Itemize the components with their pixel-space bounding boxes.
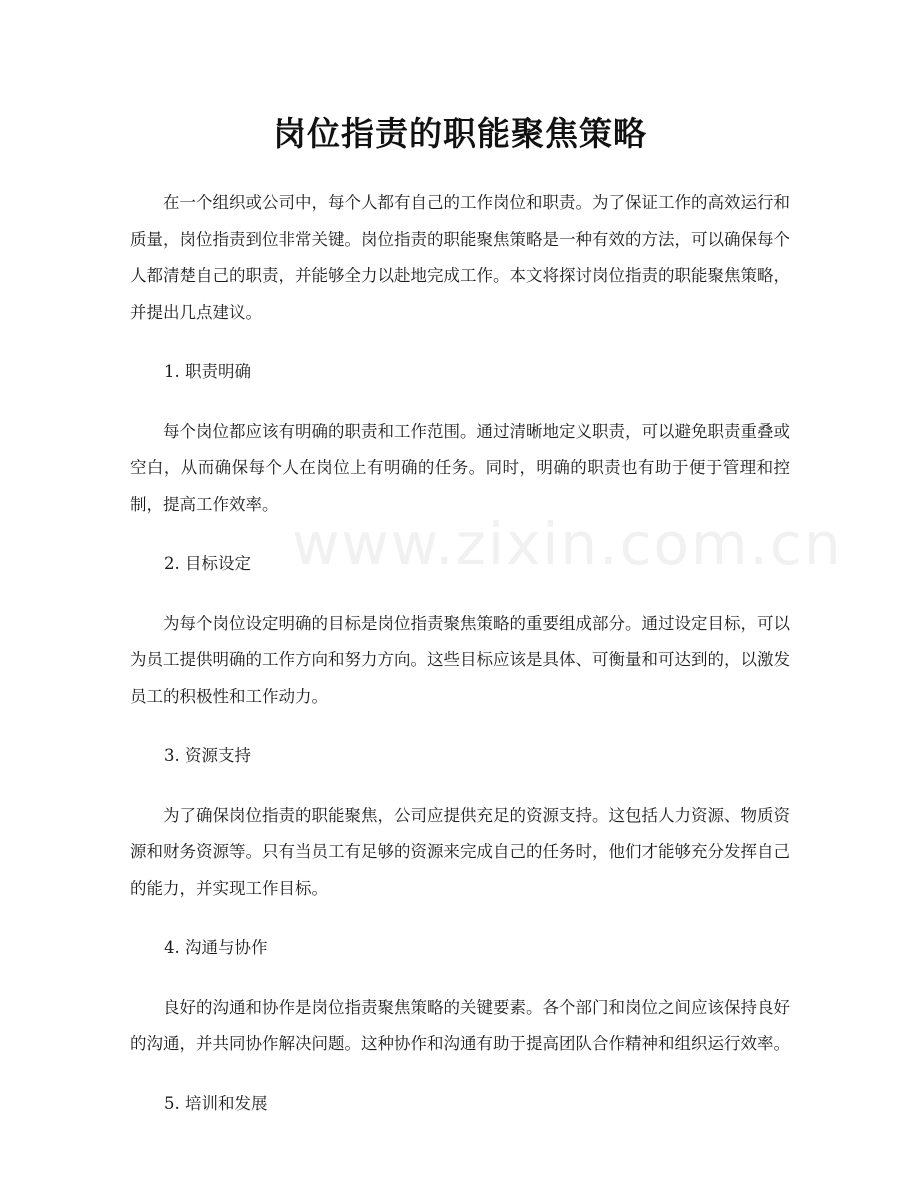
section-body-2: 为每个岗位设定明确的目标是岗位指责聚焦策略的重要组成部分。通过设定目标，可以为员工提供明确的工作方向和努力方向。这些目标应该是具体、可衡量和可达到的，以激发员工的积极性和工作动力。 [130, 613, 790, 706]
watermark: www.zixin.com.cn [292, 510, 843, 578]
section-body-4: 良好的沟通和协作是岗位指责聚焦策略的关键要素。各个部门和岗位之间应该保持良好的沟通，并共同协作解决问题。这种协作和沟通有助于提高团队合作精神和组织运行效率。 [130, 997, 790, 1053]
page-title: 岗位指责的职能聚焦策略 [273, 114, 647, 153]
section-heading-4: 4. 沟通与协作 [164, 938, 268, 957]
intro-paragraph: 在一个组织或公司中，每个人都有自己的工作岗位和职责。为了保证工作的高效运行和质量，岗位指责到位非常关键。岗位指责的职能聚焦策略是一种有效的方法，可以确保每个人都清楚自己的职责，并能够全力以赴地完成工作。本文将探讨岗位指责的职能聚焦策略，并提出几点建议。 [130, 193, 790, 322]
section-heading-1: 1. 职责明确 [164, 362, 251, 381]
section-heading-2: 2. 目标设定 [164, 554, 251, 573]
section-heading-3: 3. 资源支持 [164, 746, 251, 765]
section-body-3: 为了确保岗位指责的职能聚焦，公司应提供充足的资源支持。这包括人力资源、物质资源和财务资源等。只有当员工有足够的资源来完成自己的任务时，他们才能够充分发挥自己的能力，并实现工作目标。 [130, 805, 790, 898]
section-heading-5: 5. 培训和发展 [164, 1093, 268, 1113]
document-body [130, 185, 790, 1122]
section-body-1: 每个岗位都应该有明确的职责和工作范围。通过清晰地定义职责，可以避免职责重叠或空白，从而确保每个人在岗位上有明确的任务。同时，明确的职责也有助于便于管理和控制，提高工作效率。 [130, 421, 790, 514]
